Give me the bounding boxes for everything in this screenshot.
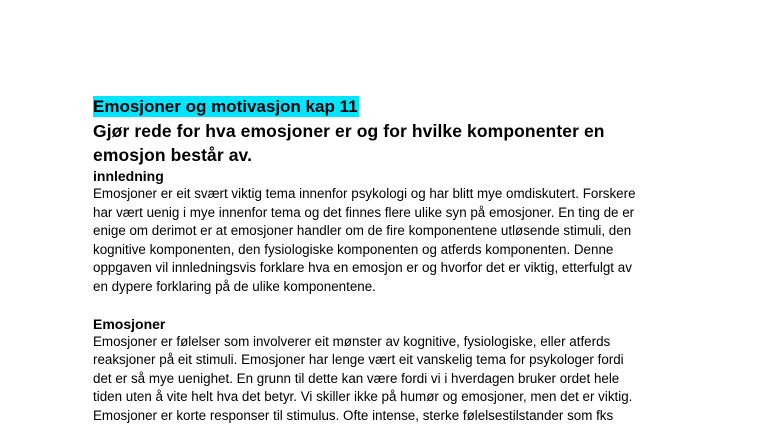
paragraph-line: Emosjoner er følelser som involverer eit mønster av kognitive, fysiologiske, eller atferds: [93, 333, 611, 349]
paragraph-line: enige om derimot er at emosjoner handler om de fire komponentene utløsende stimuli, den: [93, 223, 632, 239]
paragraph-line: oppgaven vil innledningsvis forklare hva en emosjon er og hvorfor det er viktig, etterfulgt av: [93, 260, 632, 276]
intro-heading: innledning: [93, 168, 164, 184]
emosjoner-paragraph: [93, 333, 693, 426]
document-title: Emosjoner og motivasjon kap 11: [93, 97, 358, 116]
paragraph-line: reaksjoner på eit stimuli. Emosjoner har lenge vært eit vanskelig tema for psykologer fordi: [93, 352, 624, 368]
paragraph-line: kognitive komponenten, den fysiologiske komponenten og atferds komponenten. Denne: [93, 241, 614, 257]
paragraph-spacer: [93, 297, 693, 315]
paragraph-line: Emosjoner er eit svært viktig tema innenfor psykologi og har blitt mye omdiskutert. Forskere: [93, 186, 636, 201]
paragraph-line: en dypere forklaring på de ulike komponentene.: [93, 278, 376, 294]
section-heading-emosjoner: Emosjoner: [93, 315, 166, 332]
intro-paragraph: [93, 185, 693, 297]
paragraph-line: Emosjoner er korte responser til stimulus. Ofte intense, sterke følelsestilstander som fks: [93, 407, 614, 423]
paragraph-line: det er så mye uenighet. En grunn til dette kan være fordi vi i hverdagen bruker ordet hele: [93, 370, 620, 386]
question-heading: [93, 119, 693, 167]
question-line-1: Gjør rede for hva emosjoner er og for hvilke komponenter en: [93, 121, 605, 141]
paragraph-line: tiden uten å vite helt hva det betyr. Vi skiller ikke på humør og emosjoner, men det er viktig.: [93, 389, 633, 405]
document-body: [93, 96, 693, 426]
paragraph-line: har vært uenig i mye innenfor tema og det finnes flere ulike syn på emosjoner. En ting de er: [93, 204, 635, 220]
question-line-2: emosjon består av.: [93, 145, 253, 165]
